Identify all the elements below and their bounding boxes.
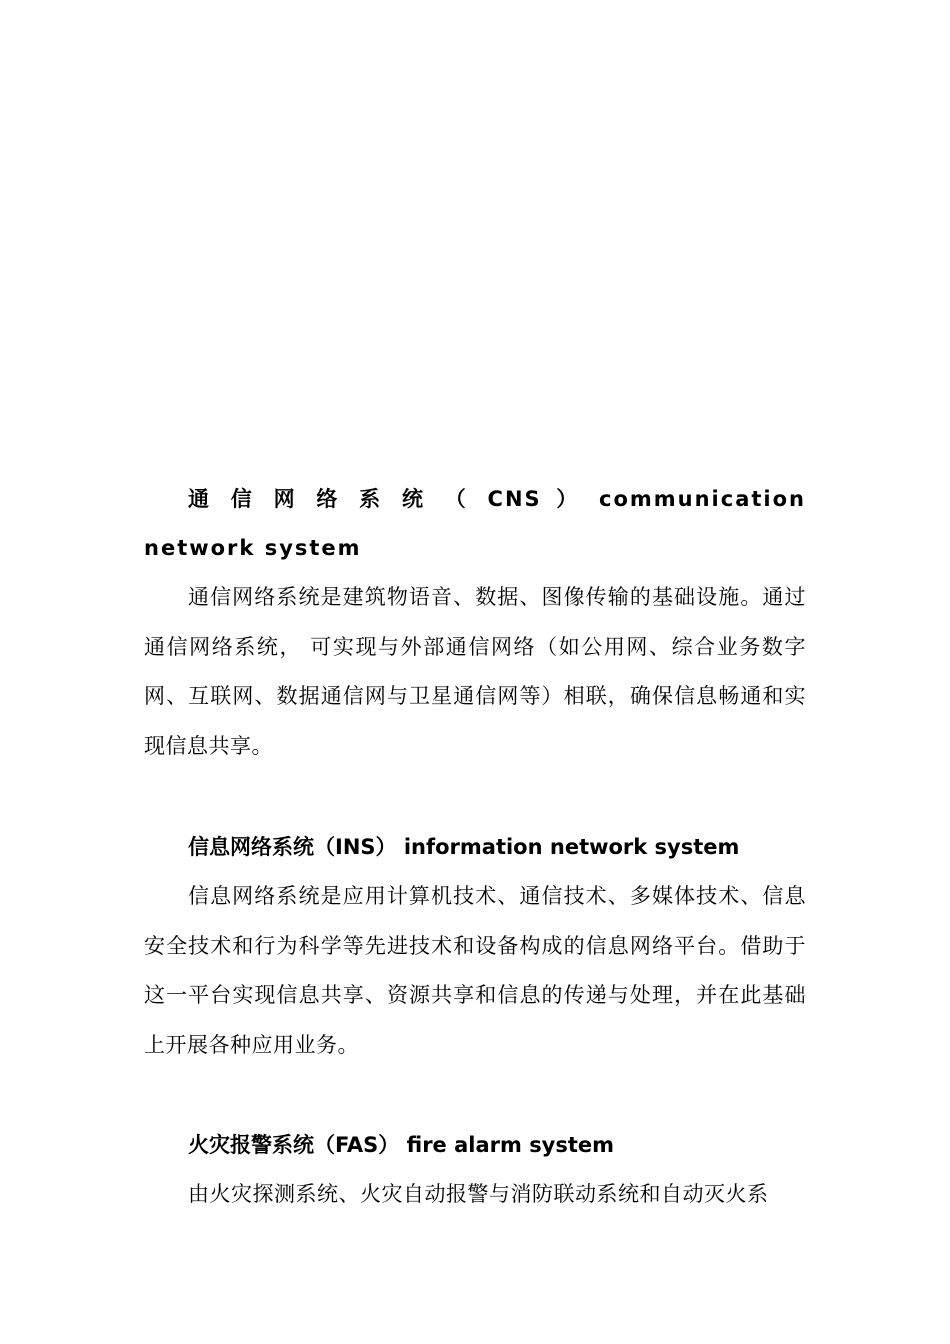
section-body: 由火灾探测系统、火灾自动报警与消防联动系统和自动灭火系	[188, 1182, 769, 1206]
section-heading: 信息网络系统（INS） information network system	[188, 835, 740, 859]
section-heading: 火灾报警系统（FAS） fire alarm system	[188, 1133, 615, 1157]
section-cns	[144, 475, 806, 771]
section-body: 信息网络系统是应用计算机技术、通信技术、多媒体技术、信息安全技术和行为科学等先进技术和设备构成的信息网络平台。借助于这一平台实现信息共享、资源共享和信息的传递与处理，并在此基础上开展各种应用业务。	[144, 884, 806, 1057]
section-body: 通信网络系统是建筑物语音、数据、图像传输的基础设施。通过通信网络系统， 可实现与外部通信网络（如公用网、综合业务数字网、互联网、数据通信网与卫星通信网等）相联，确保信息畅通和实现信息共享。	[144, 585, 806, 758]
section-ins	[144, 823, 806, 1070]
section-heading: 通 信 网 络 系 统 （ CNS ） communication network system	[144, 487, 806, 560]
section-fas	[144, 1121, 806, 1220]
